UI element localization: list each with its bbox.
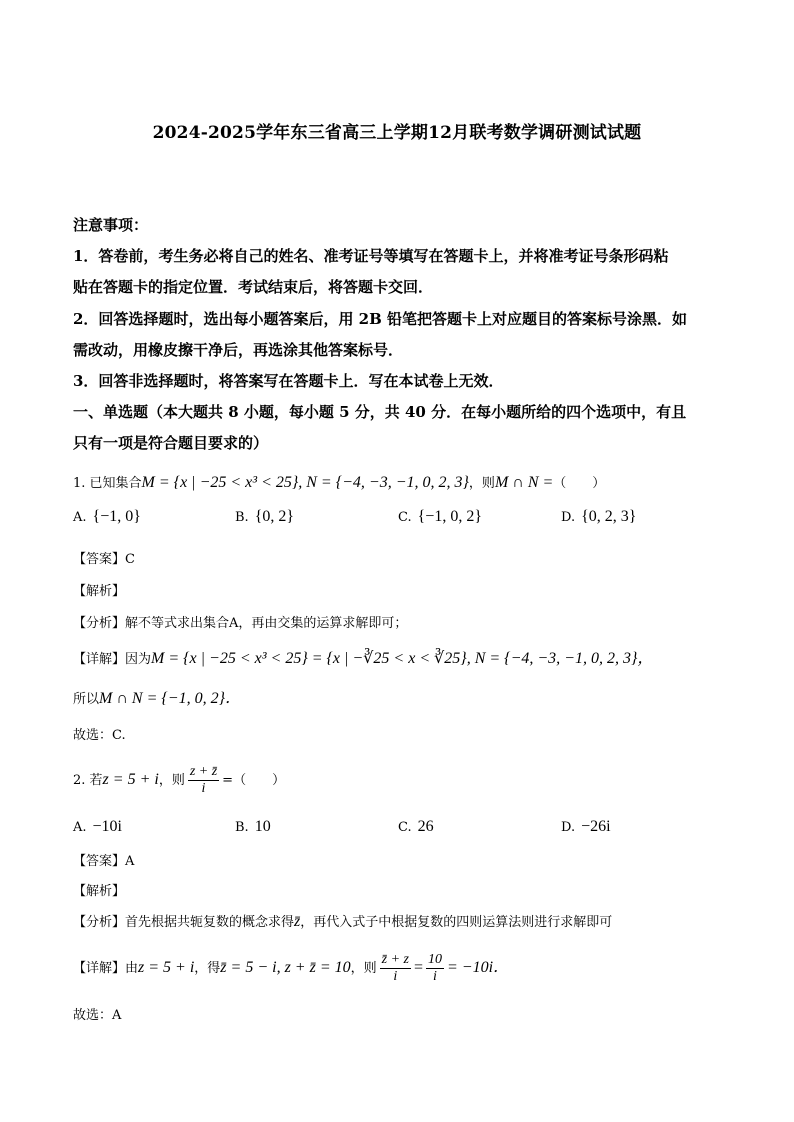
notice-item-3: 3．回答非选择题时，将答案写在答题卡上．写在本试卷上无效． <box>73 372 504 390</box>
question-2: 2. 若z = 5 + i，则 $\frac{z + z̄}{i}$ =（ ） <box>73 764 286 796</box>
q1-option-d: D. {0, 2, 3} <box>561 508 637 525</box>
notice-item-2a: 2．回答选择题时，选出每小题答案后，用 2B 铅笔把答题卡上对应题目的答案标号涂黑．如 <box>73 310 688 328</box>
q1-mid: ，则 <box>468 476 495 491</box>
q2-answer: 【答案】A <box>73 854 135 869</box>
q1-set-def: M = {x | −25 < x³ < 25}, N = {−4, −3, −1, 0, 2, 3} <box>141 474 469 491</box>
notice-item-1b: 贴在答题卡的指定位置．考试结束后，将答题卡交回． <box>73 278 434 296</box>
q1-conclusion: 所以M ∩ N = {−1, 0, 2}． <box>73 690 241 707</box>
q1-option-b: B. {0, 2} <box>235 508 295 525</box>
question-1 <box>73 472 723 492</box>
q2-option-b: B. 10 <box>235 818 271 835</box>
q2-detail: 【详解】由z = 5 + i，得z̄ = 5 − i, z + z̄ = 10，则 $\frac{z̄ + z}{i}$ = $\frac{10}{i}$ = −10i． <box>73 952 510 984</box>
q2-option-d: D. −26i <box>561 818 611 835</box>
notice-item-2b: 需改动，用橡皮擦干净后，再选涂其他答案标号． <box>73 341 404 359</box>
notice-item-1a: 1．答卷前，考生务必将自己的姓名、准考证号等填写在答题卡上，并将准考证号条形码粘 <box>73 247 669 265</box>
q2-detail-fraction-1: $\frac{z̄ + z}{i}$ <box>381 952 409 984</box>
q2-jiexi: 【解析】 <box>73 884 126 899</box>
section-heading-b: 只有一项是符合题目要求的） <box>73 434 269 452</box>
q1-answer: 【答案】C <box>73 552 135 567</box>
q1-jiexi: 【解析】 <box>73 584 126 599</box>
q2-choose: 故选：A <box>73 1008 122 1023</box>
q2-fraction: $\frac{z + z̄}{i}$ <box>189 764 218 796</box>
q1-choose: 故选：C. <box>73 728 126 743</box>
q1-option-c: C. {−1, 0, 2} <box>398 508 483 525</box>
q2-detail-fraction-2: $\frac{10}{i}$ <box>428 952 442 984</box>
q2-analysis: 【分析】首先根据共轭复数的概念求得z̄，再代入式子中根据复数的四则运算法则进行求解即可 <box>73 913 613 930</box>
q1-prefix: 1. 已知集合 <box>73 476 142 491</box>
page-title: 2024-2025学年东三省高三上学期12月联考数学调研测试试题 <box>152 123 642 143</box>
section-heading-a: 一、单选题（本大题共 8 小题，每小题 5 分，共 40 分．在每小题所给的四个选项中，有且 <box>73 403 687 421</box>
q1-detail: 【详解】因为M = {x | −25 < x³ < 25} = {x | −∛25 < x < ∛25}, N = {−4, −3, −1, 0, 2, 3}， <box>73 650 654 667</box>
notice-heading: 注意事项： <box>73 216 149 234</box>
q2-option-a: A. −10i <box>73 818 122 835</box>
q1-option-a: A. {−1, 0} <box>73 508 141 525</box>
q1-ask: M ∩ N = <box>494 474 554 491</box>
q2-option-c: C. 26 <box>398 818 434 835</box>
q1-paren: （ ） <box>553 476 606 491</box>
q1-analysis: 【分析】解不等式求出集合A，再由交集的运算求解即可； <box>73 616 408 631</box>
